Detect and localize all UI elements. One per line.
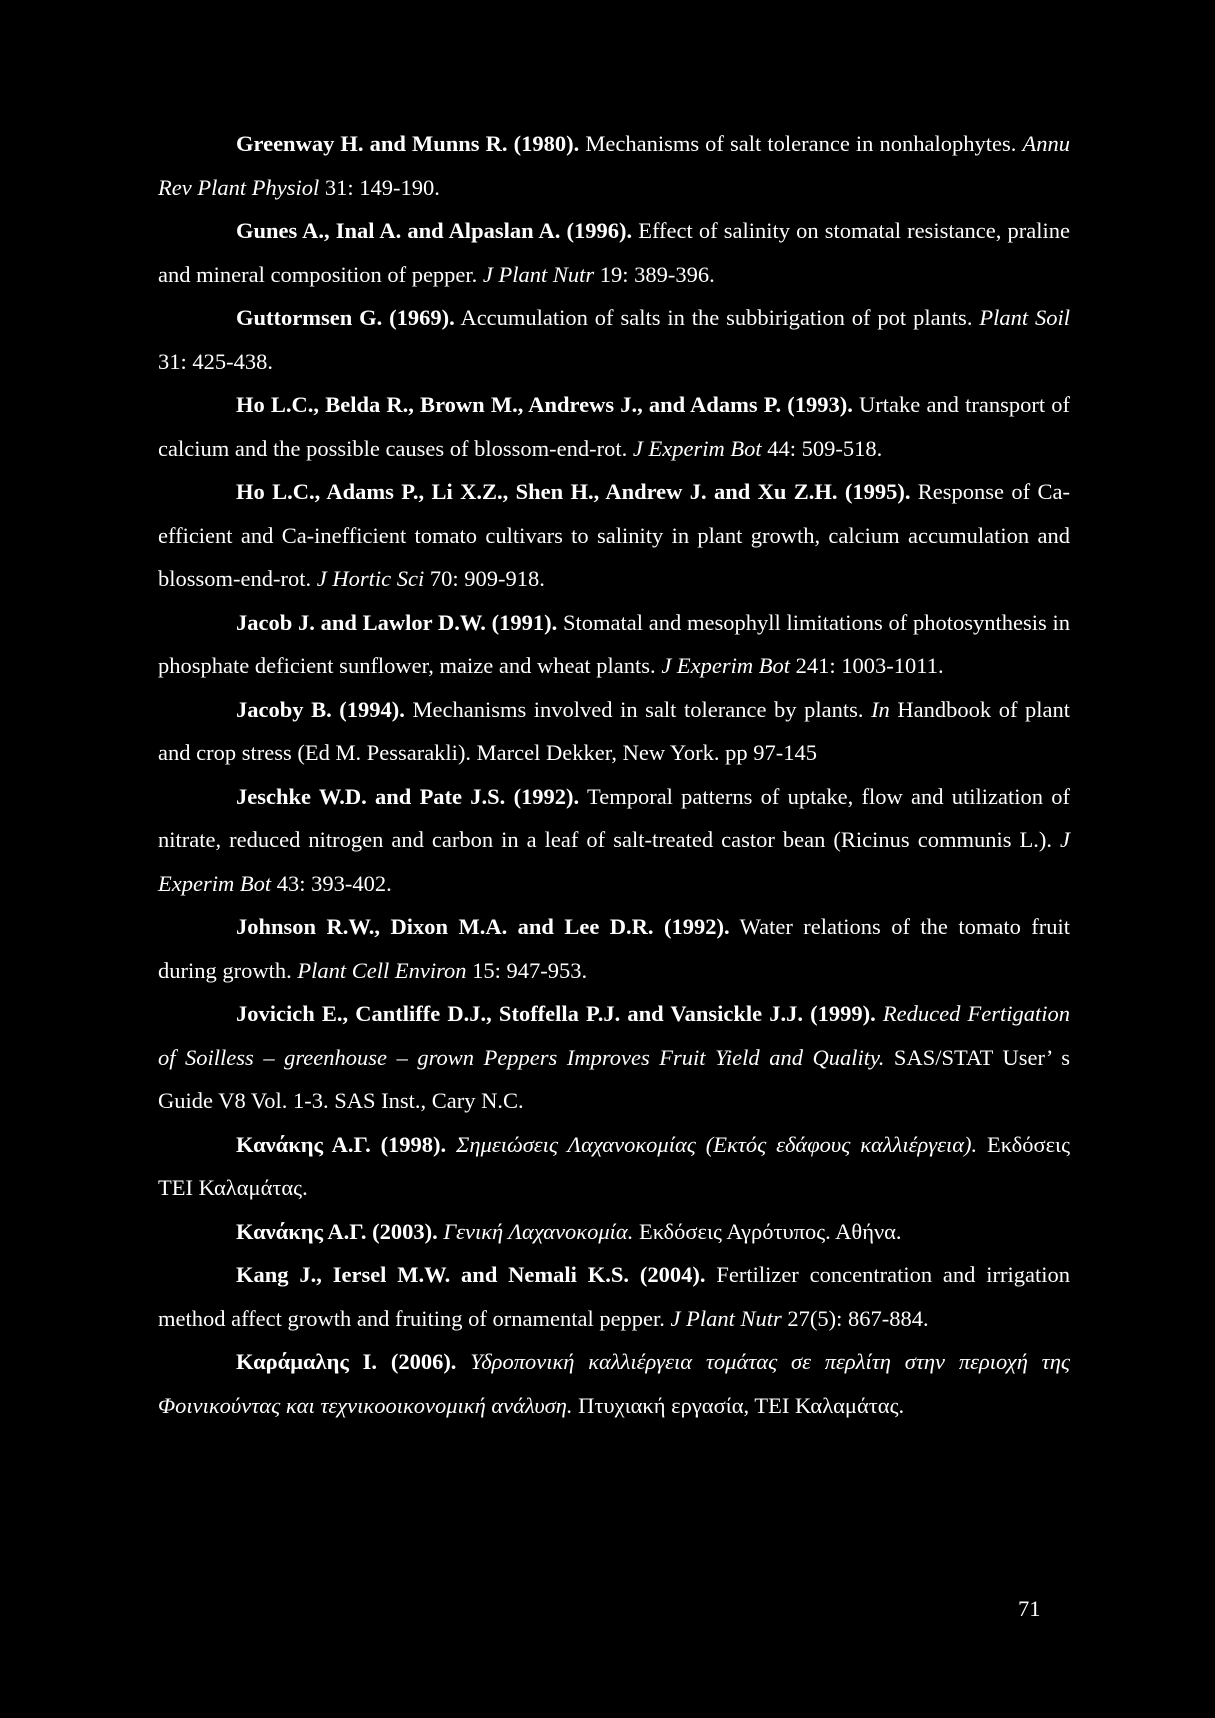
reference-journal: J Experim Bot [661,653,791,678]
reference-title: Accumulation of salts in the subbirigation of pot plants. [454,305,980,330]
reference-journal: Σημειώσεις Λαχανοκομίας (Εκτός εδάφους καλλιέργεια). [456,1131,978,1157]
reference-title: Fertilizer concentration and irrigation method affect growth and fruiting of ornamental pepper. [158,1262,1070,1331]
reference-volume-pages: Πτυχιακή εργασία, ΤΕΙ Καλαμάτας. [572,1392,905,1418]
reference-entry [158,383,1070,470]
reference-journal: Plant Soil [979,305,1070,330]
reference-entry [158,688,1070,775]
reference-volume-pages: 43: 393-402. [271,870,392,896]
reference-volume-pages: 15: 947-953. [466,957,588,983]
reference-volume-pages: 19: 389-396. [594,261,715,287]
reference-entry [158,470,1070,601]
reference-authors: Johnson R.W., Dixon M.A. and Lee D.R. (1992). [236,914,730,939]
reference-entry [158,1210,1070,1254]
reference-volume-pages: 241: 1003-1011. [790,653,944,678]
reference-title: Effect of salinity on stomatal resistance, praline and mineral composition of pepper. [158,218,1070,287]
reference-title: Mechanisms of salt tolerance in nonhalophytes. [579,131,1023,156]
reference-title: Mechanisms involved in salt tolerance by plants. [404,696,872,722]
reference-list [158,122,1070,1427]
reference-entry [158,1340,1070,1427]
reference-title [876,1001,883,1026]
reference-entry [158,296,1070,383]
reference-authors: Ho L.C., Belda R., Brown M., Andrews J., and Adams P. (1993). [236,392,853,417]
reference-volume-pages: Handbook of plant and crop stress (Ed M. Pessarakli). Marcel Dekker, New York. pp 97-145 [158,696,1071,765]
reference-journal: J Hortic Sci [316,566,425,591]
reference-title: Temporal patterns of uptake, flow and utilization of nitrate, reduced nitrogen and carbon in a leaf of salt-treated castor bean (Ricinus communis L.). [158,783,1070,852]
reference-journal: Υδροπονική καλλιέργεια τομάτας σε περλίτη στην περιοχή της Φοινικούντας και τεχνικοοικονομική ανάλυση. [158,1349,1070,1418]
reference-entry [158,209,1070,296]
reference-journal: In [871,696,890,722]
reference-authors: Κανάκης Α.Γ. (2003). [236,1218,438,1244]
reference-entry [158,1123,1070,1210]
reference-volume-pages: 31: 149-190. [319,174,440,200]
reference-title: Response of Ca-efficient and Ca-inefficient tomato cultivars to salinity in plant growth, calcium accumulation and blossom-end-rot. [158,479,1070,591]
reference-authors: Jacob J. and Lawlor D.W. (1991). [236,609,558,635]
reference-journal: Reduced Fertigation of Soilless – greenhouse – grown Peppers Improves Fruit Yield and Quality. [158,1001,1070,1070]
reference-authors: Greenway H. and Munns R. (1980). [236,131,580,156]
reference-volume-pages: 70: 909-918. [424,566,545,591]
reference-volume-pages: Εκδόσεις Αγρότυπος. Αθήνα. [633,1218,902,1244]
reference-authors: Κανάκης Α.Γ. (1998). [236,1131,447,1157]
reference-journal: J Experim Bot [632,435,762,461]
reference-journal: J Plant Nutr [482,261,595,287]
reference-entry [158,905,1070,992]
reference-journal: Annu Rev Plant Physiol [158,131,1070,200]
reference-volume-pages: 31: 425-438. [158,348,273,374]
reference-journal: J Experim Bot [158,827,1070,896]
reference-journal: Plant Cell Environ [297,957,467,983]
reference-entry [158,1253,1070,1340]
reference-journal: J Plant Nutr [670,1305,782,1331]
reference-authors: Ho L.C., Adams P., Li X.Z., Shen H., Andrew J. and Xu Z.H. (1995). [236,479,911,504]
reference-journal: Γενική Λαχανοκομία. [443,1218,634,1244]
reference-authors: Jeschke W.D. and Pate J.S. (1992). [236,783,580,809]
reference-volume-pages: Εκδόσεις ΤΕΙ Καλαμάτας. [158,1131,1070,1200]
reference-title [456,1349,470,1374]
reference-entry [158,601,1070,688]
reference-title [446,1132,456,1157]
reference-authors: Kang J., Iersel M.W. and Nemali K.S. (2004). [236,1262,706,1287]
reference-volume-pages: SAS/STAT User’ s Guide V8 Vol. 1-3. SAS Inst., Cary N.C. [158,1044,1070,1113]
reference-entry [158,122,1070,209]
reference-authors: Jacoby B. (1994). [236,696,405,722]
reference-entry [158,775,1070,906]
reference-title: Urtake and transport of calcium and the possible causes of blossom-end-rot. [158,392,1070,461]
reference-entry [158,992,1070,1123]
reference-authors: Guttormsen G. (1969). [236,305,455,330]
reference-authors: Jovicich E., Cantliffe D.J., Stoffella P.J. and Vansickle J.J. (1999). [236,1001,876,1026]
reference-authors: Καράμαλης Ι. (2006). [236,1349,457,1374]
page-number: 71 [1018,1596,1041,1621]
reference-authors: Gunes A., Inal A. and Alpaslan A. (1996). [236,218,633,243]
reference-volume-pages: 44: 509-518. [761,435,883,461]
reference-title: Stomatal and mesophyll limitations of photosynthesis in phosphate deficient sunflower, maize and wheat plants. [158,609,1070,678]
reference-title: Water relations of the tomato fruit during growth. [158,914,1071,983]
reference-volume-pages: 27(5): 867-884. [781,1305,929,1331]
